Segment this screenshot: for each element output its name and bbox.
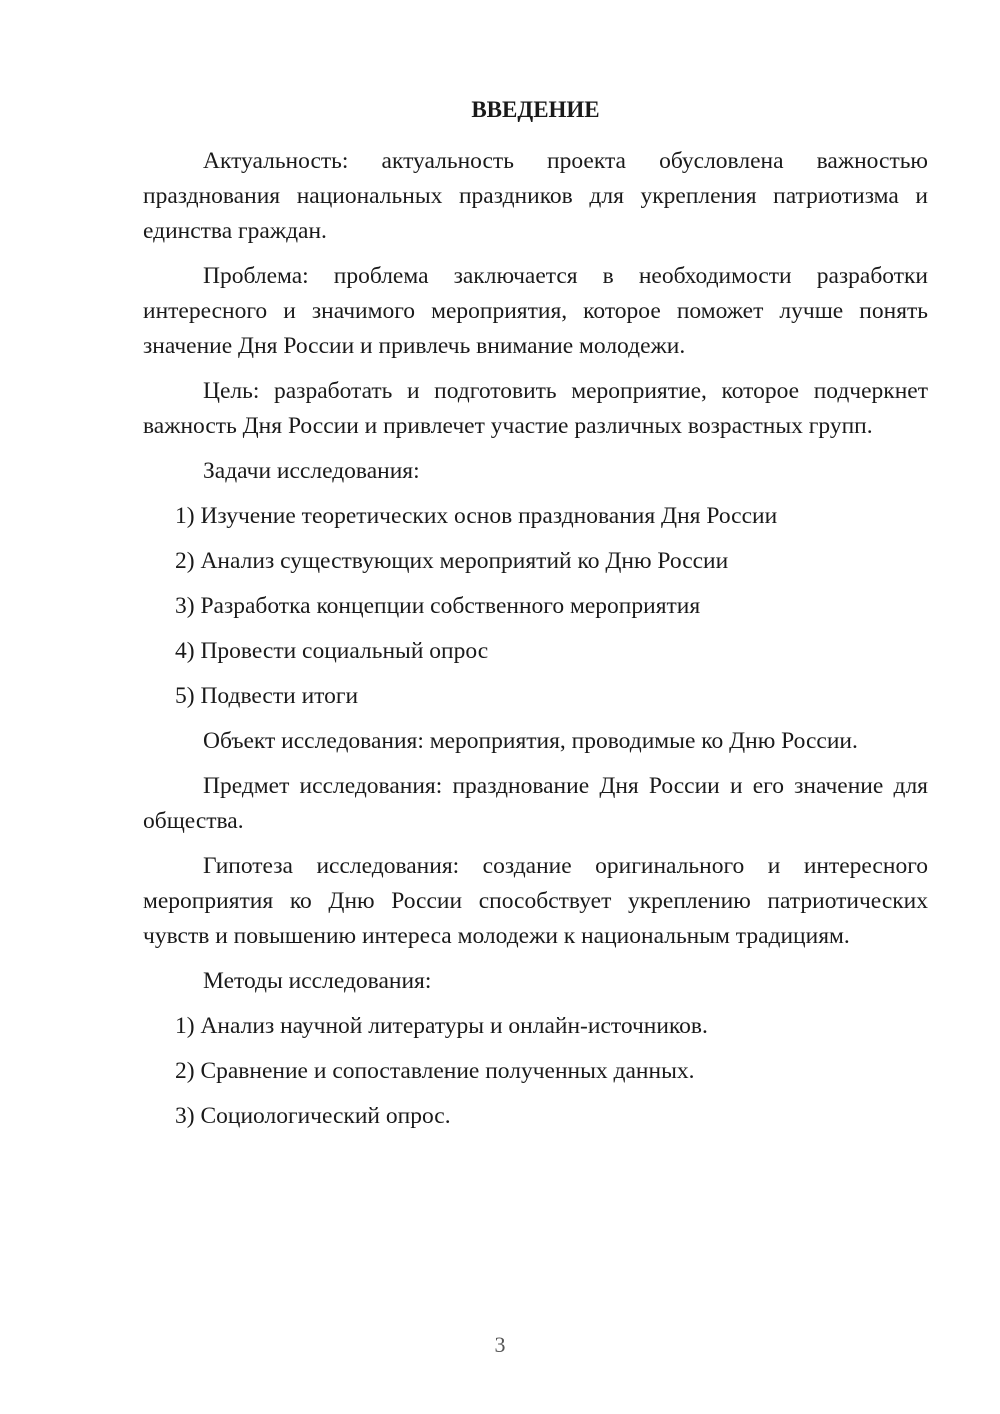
section-heading: ВВЕДЕНИЕ	[471, 97, 600, 122]
methods-list	[143, 1009, 928, 1134]
methods-title: Методы исследования:	[203, 968, 432, 994]
tasks-list	[143, 499, 928, 714]
tasks-title: Задачи исследования:	[203, 458, 420, 484]
list-item: 2) Анализ существующих мероприятий ко Дню России	[175, 548, 729, 574]
object-paragraph: Объект исследования: мероприятия, проводимые ко Дню России.	[203, 728, 858, 754]
list-item: 1) Анализ научной литературы и онлайн-источников.	[175, 1013, 708, 1039]
page-number: 3	[494, 1332, 506, 1357]
list-item: 5) Подвести итоги	[175, 683, 359, 709]
problem-paragraph: Проблема: проблема заключается в необходимости разработки интересного и значимого мероприятия, которое поможет лучше понять значение Дня России и привлечь внимание молодежи.	[143, 263, 928, 359]
list-item: 3) Разработка концепции собственного мероприятия	[175, 593, 701, 619]
list-item: 4) Провести социальный опрос	[175, 638, 489, 664]
hypothesis-paragraph: Гипотеза исследования: создание оригинального и интересного мероприятия ко Дню России способствует укреплению патриотических чувств и повышению интереса молодежи к национальным традициям.	[143, 853, 928, 949]
actuality-paragraph: Актуальность: актуальность проекта обусловлена важностью празднования национальных праздников для укрепления патриотизма и единства граждан.	[143, 148, 928, 244]
document-page	[143, 94, 928, 1144]
list-item: 1) Изучение теоретических основ празднования Дня России	[175, 503, 778, 529]
subject-paragraph: Предмет исследования: празднование Дня России и его значение для общества.	[143, 773, 928, 834]
goal-paragraph: Цель: разработать и подготовить мероприятие, которое подчеркнет важность Дня России и привлечет участие различных возрастных групп.	[143, 378, 928, 439]
list-item: 2) Сравнение и сопоставление полученных данных.	[175, 1058, 695, 1084]
list-item: 3) Социологический опрос.	[175, 1103, 451, 1129]
